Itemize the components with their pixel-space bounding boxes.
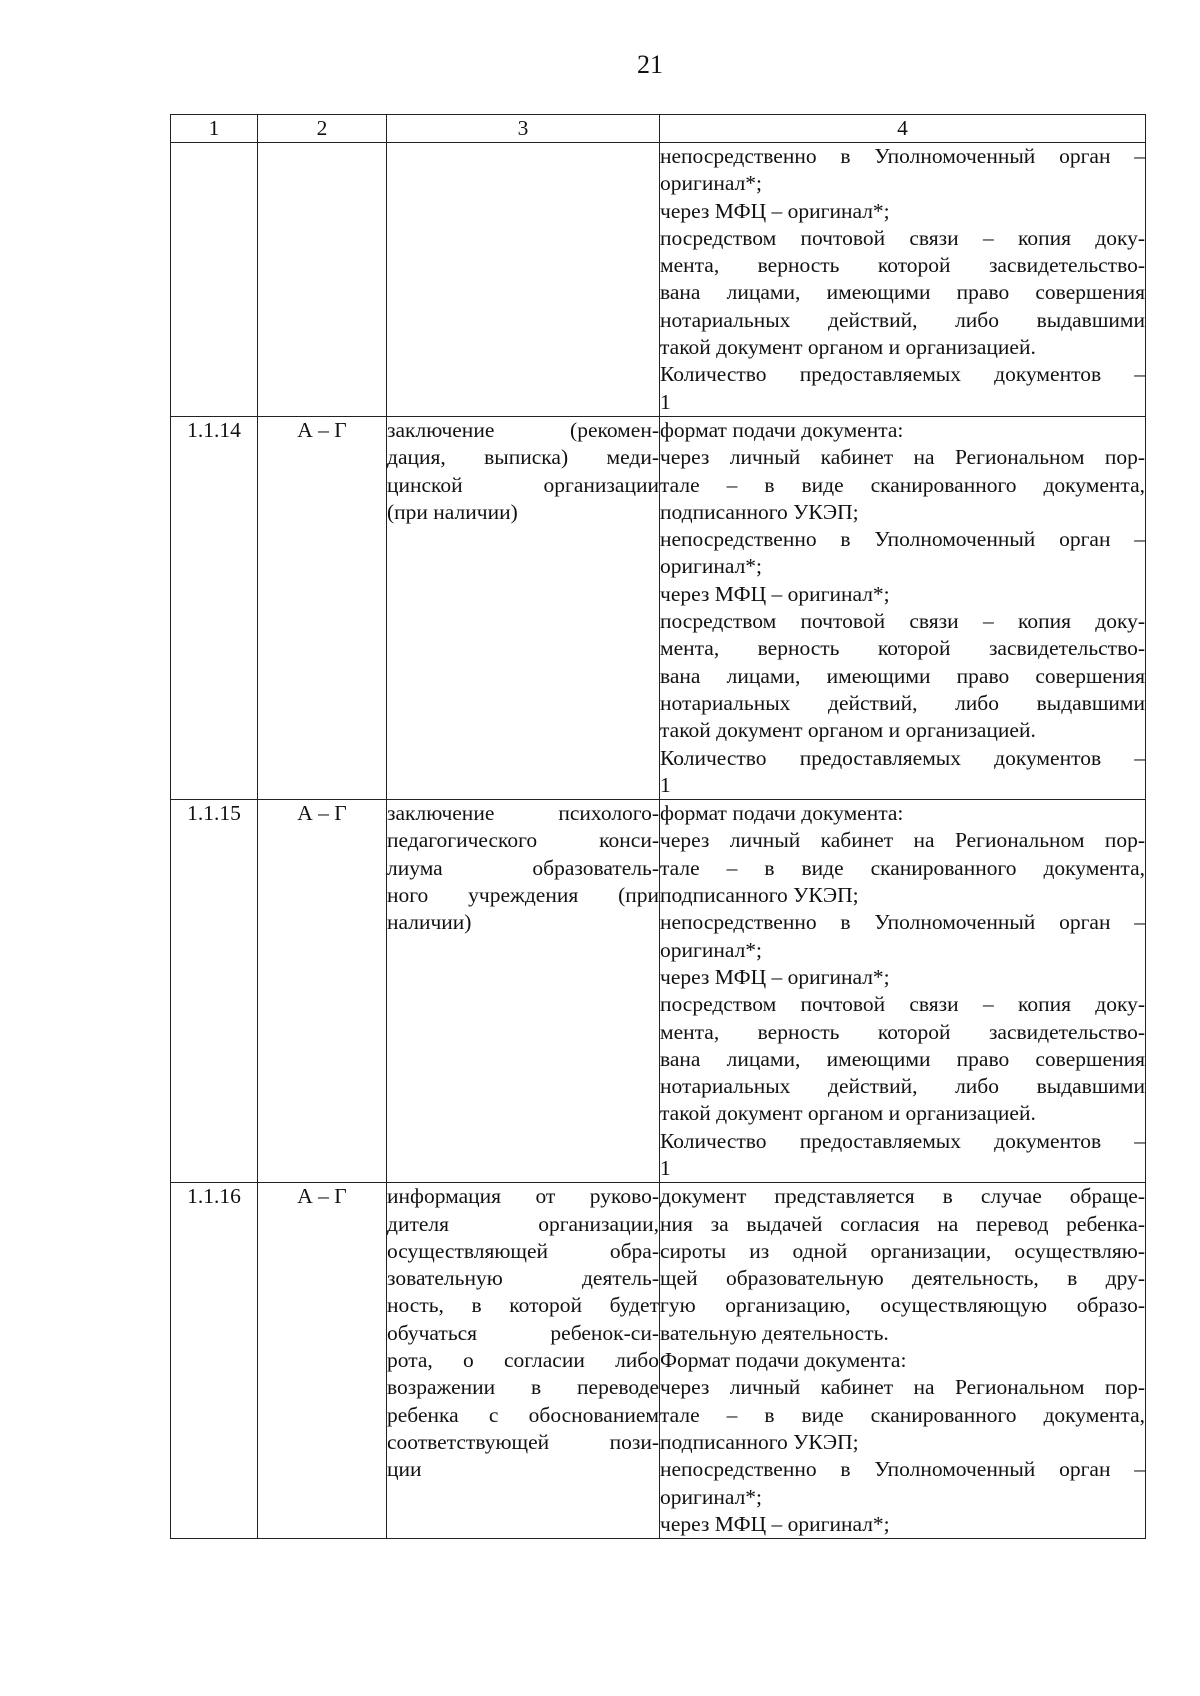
item-number: 1.1.14 — [171, 416, 258, 799]
text-line: зовательную деятель- — [387, 1266, 659, 1291]
text-line: мента, верность которой засвидетельство- — [660, 253, 1145, 278]
text-line: мента, верность которой засвидетельство- — [660, 636, 1145, 661]
text-line: посредством почтовой связи – копия доку- — [660, 225, 1145, 250]
text-line: ции — [387, 1457, 422, 1482]
text-line: Формат подачи документа: — [660, 1348, 907, 1373]
text-line: ность, в которой будет — [387, 1293, 659, 1318]
text-line: непосредственно в Уполномоченный орган – — [660, 527, 1145, 552]
text-line: ребенка с обоснованием — [387, 1402, 659, 1427]
text-line: через МФЦ – оригинал*; — [660, 581, 890, 606]
text-line: непосредственно в Уполномоченный орган – — [660, 910, 1145, 935]
applicant-category: А – Г — [258, 1183, 387, 1539]
text-line: тале – в виде сканированного документа, — [660, 1402, 1145, 1427]
text-line: сироты из одной организации, осуществляю- — [660, 1238, 1145, 1263]
document-name — [387, 800, 660, 1183]
text-line: 1 — [660, 389, 671, 414]
text-line: такой документ органом и организацией. — [660, 1101, 1036, 1126]
text-line: через личный кабинет на Региональном пор- — [660, 445, 1145, 470]
text-line: непосредственно в Уполномоченный орган – — [660, 1457, 1145, 1482]
column-header-3: 3 — [387, 115, 660, 143]
text-line: (при наличии) — [387, 499, 518, 524]
text-line: вана лицами, имеющими право совершения — [660, 280, 1145, 305]
applicant-category: А – Г — [258, 416, 387, 799]
text-line: оригинал*; — [660, 937, 763, 962]
text-line: цинской организации — [387, 472, 659, 497]
column-header-4: 4 — [660, 115, 1146, 143]
text-line: возражении в переводе — [387, 1375, 659, 1400]
text-line: через личный кабинет на Региональном пор- — [660, 1375, 1145, 1400]
text-line: через личный кабинет на Региональном пор- — [660, 828, 1145, 853]
text-line: непосредственно в Уполномоченный орган – — [660, 144, 1145, 168]
text-line: оригинал*; — [660, 554, 763, 579]
table-row — [171, 800, 1146, 1183]
text-line: 1 — [660, 772, 671, 797]
document-name — [387, 143, 660, 417]
submission-format — [660, 416, 1146, 799]
text-line: мента, верность которой засвидетельство- — [660, 1019, 1145, 1044]
text-line: такой документ органом и организацией. — [660, 335, 1036, 360]
table-row — [171, 1183, 1146, 1539]
text-line: нотариальных действий, либо выдавшими — [660, 1074, 1145, 1099]
text-line: формат подачи документа: — [660, 417, 904, 442]
text-line: такой документ органом и организацией. — [660, 718, 1036, 743]
text-line: формат подачи документа: — [660, 801, 904, 826]
text-line: гую организацию, осуществляющую образо- — [660, 1293, 1145, 1318]
item-number: 1.1.16 — [171, 1183, 258, 1539]
text-line: через МФЦ – оригинал*; — [660, 198, 890, 223]
text-line: ния за выдачей согласия на перевод ребенка- — [660, 1211, 1145, 1236]
text-line: наличии) — [387, 910, 472, 935]
page-number: 21 — [637, 50, 663, 79]
text-line: лиума образователь- — [387, 855, 659, 880]
text-line: Количество предоставляемых документов – — [660, 362, 1145, 387]
text-line: через МФЦ – оригинал*; — [660, 964, 890, 989]
text-line: дация, выписка) меди- — [387, 445, 659, 470]
text-line: нотариальных действий, либо выдавшими — [660, 690, 1145, 715]
text-line: рота, о согласии либо — [387, 1348, 659, 1373]
text-line: дителя организации, — [387, 1211, 659, 1236]
text-line: Количество предоставляемых документов – — [660, 1128, 1145, 1153]
text-line: через МФЦ – оригинал*; — [660, 1511, 890, 1536]
document-name — [387, 1183, 660, 1539]
text-line: оригинал*; — [660, 1484, 763, 1509]
text-line: щей образовательную деятельность, в дру- — [660, 1266, 1145, 1291]
applicant-category: А – Г — [258, 800, 387, 1183]
documents-table — [170, 114, 1146, 1539]
text-line: тале – в виде сканированного документа, — [660, 472, 1145, 497]
text-line: информация от руково- — [387, 1184, 659, 1209]
text-line: заключение (рекомен- — [387, 417, 659, 442]
text-line: ного учреждения (при — [387, 883, 659, 908]
text-line: соответствующей пози- — [387, 1429, 659, 1454]
text-line: обучаться ребенок-си- — [387, 1320, 659, 1345]
text-line: заключение психолого- — [387, 801, 659, 826]
text-line: осуществляющей обра- — [387, 1238, 659, 1263]
text-line: подписанного УКЭП; — [660, 883, 859, 908]
text-line: документ представляется в случае обраще- — [660, 1184, 1145, 1209]
text-line: вательную деятельность. — [660, 1320, 889, 1345]
text-line: вана лицами, имеющими право совершения — [660, 1046, 1145, 1071]
text-line: оригинал*; — [660, 171, 763, 196]
table-row — [171, 143, 1146, 417]
text-line: тале – в виде сканированного документа, — [660, 855, 1145, 880]
text-line: нотариальных действий, либо выдавшими — [660, 307, 1145, 332]
text-line: вана лицами, имеющими право совершения — [660, 663, 1145, 688]
item-number — [171, 143, 258, 417]
table-body — [171, 143, 1146, 1539]
item-number: 1.1.15 — [171, 800, 258, 1183]
submission-format — [660, 1183, 1146, 1539]
text-line: Количество предоставляемых документов – — [660, 745, 1145, 770]
document-name — [387, 416, 660, 799]
text-line: 1 — [660, 1155, 671, 1180]
text-line: педагогического конси- — [387, 828, 659, 853]
table-header-row — [171, 115, 1146, 143]
table-row — [171, 416, 1146, 799]
text-line: посредством почтовой связи – копия доку- — [660, 609, 1145, 634]
text-line: посредством почтовой связи – копия доку- — [660, 992, 1145, 1017]
applicant-category — [258, 143, 387, 417]
text-line: подписанного УКЭП; — [660, 1429, 859, 1454]
text-line: подписанного УКЭП; — [660, 499, 859, 524]
submission-format — [660, 143, 1146, 417]
column-header-2: 2 — [258, 115, 387, 143]
submission-format — [660, 800, 1146, 1183]
column-header-1: 1 — [171, 115, 258, 143]
